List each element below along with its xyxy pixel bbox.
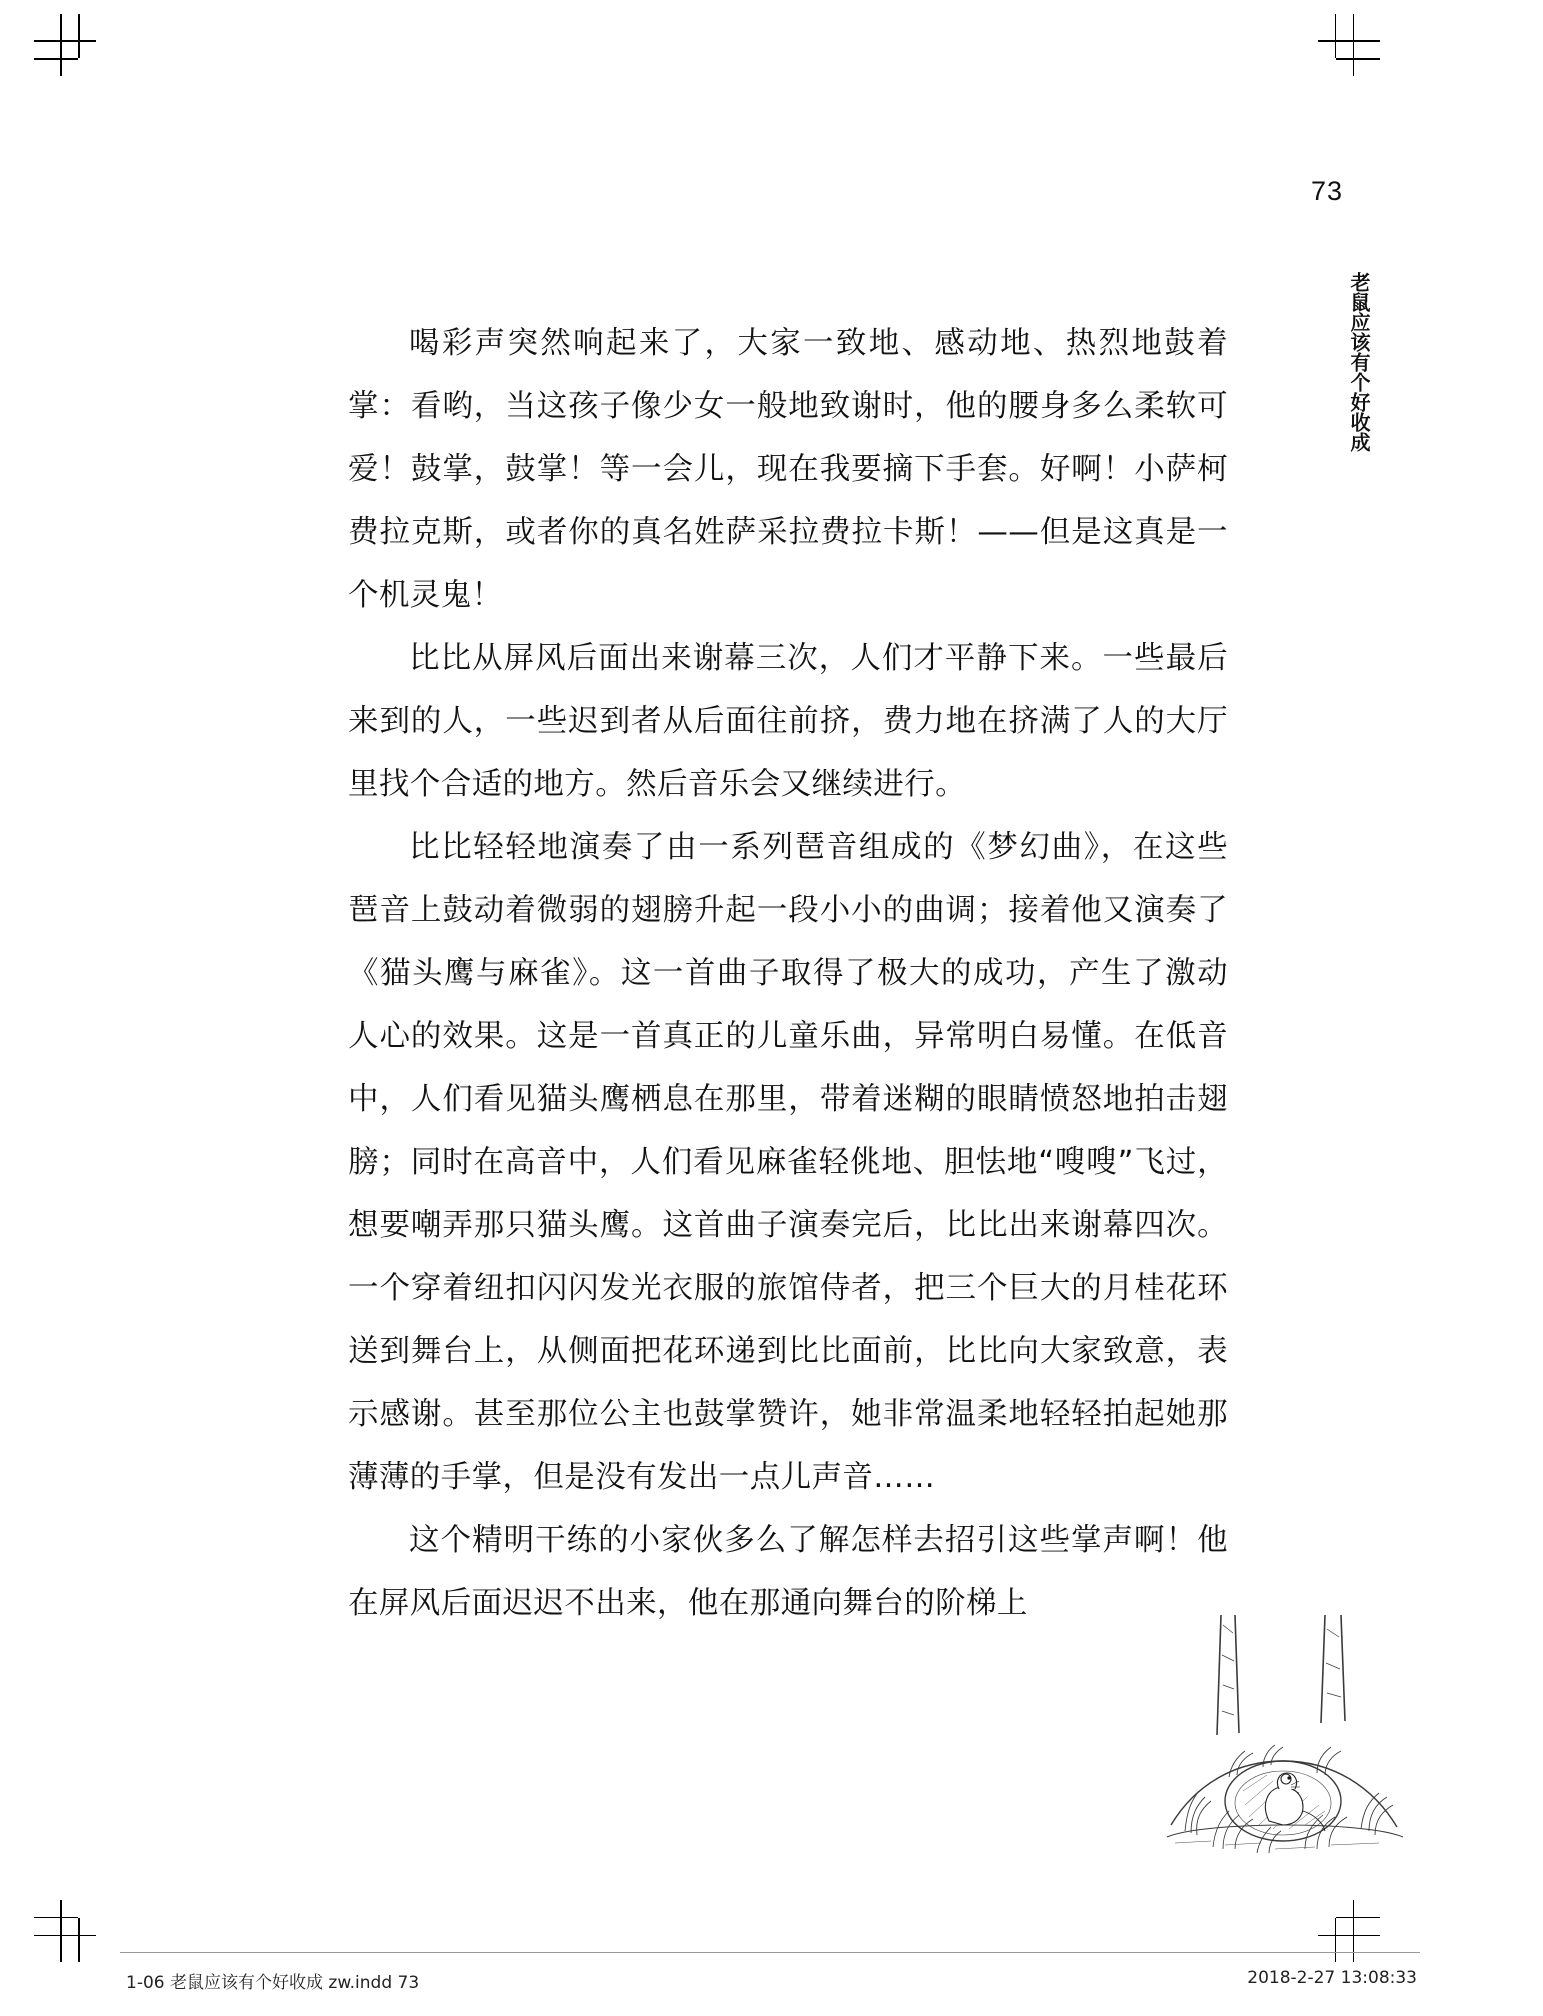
footer-timestamp: 2018-2-27 13:08:33 xyxy=(1247,1968,1417,1988)
paragraph: 这个精明干练的小家伙多么了解怎样去招引这些掌声啊！他在屏风后面迟迟不出来，他在那通向舞台的阶梯上 xyxy=(348,1523,1228,1621)
running-head: 老鼠应该有个好收成 xyxy=(1347,272,1371,452)
crop-mark-top-right xyxy=(1318,14,1380,76)
mouse-burrow-illustration xyxy=(1165,1615,1405,1865)
body-text xyxy=(348,312,1228,1635)
crop-mark-bottom-left xyxy=(34,1900,96,1962)
paragraph: 比比轻轻地演奏了由一系列琶音组成的《梦幻曲》，在这些琶音上鼓动着微弱的翅膀升起一段小小的曲调；接着他又演奏了《猫头鹰与麻雀》。这一首曲子取得了极大的成功，产生了激动人心的效果。这是一首真正的儿童乐曲，异常明白易懂。在低音中，人们看见猫头鹰栖息在那里，带着迷糊的眼睛愤怒地拍击翅膀；同时在高音中，人们看见麻雀轻佻地、胆怯地“嗖嗖”飞过，想要嘲弄那只猫头鹰。这首曲子演奏完后，比比出来谢幕四次。一个穿着纽扣闪闪发光衣服的旅馆侍者，把三个巨大的月桂花环送到舞台上，从侧面把花环递到比比面前，比比向大家致意，表示感谢。甚至那位公主也鼓掌赞许，她非常温柔地轻轻拍起她那薄薄的手掌，但是没有发出一点儿声音…… xyxy=(348,830,1228,1495)
crop-mark-top-left xyxy=(34,14,96,76)
page-number: 73 xyxy=(1310,176,1343,206)
paragraph: 喝彩声突然响起来了，大家一致地、感动地、热烈地鼓着掌：看哟，当这孩子像少女一般地致谢时，他的腰身多么柔软可爱！鼓掌，鼓掌！等一会儿，现在我要摘下手套。好啊！小萨柯费拉克斯，或者你的真名姓萨采拉费拉卡斯！——但是这真是一个机灵鬼！ xyxy=(348,326,1228,613)
footer-divider xyxy=(120,1952,1420,1953)
footer-file-info: 1-06 老鼠应该有个好收成 zw.indd 73 xyxy=(126,1973,420,1993)
paragraph: 比比从屏风后面出来谢幕三次，人们才平静下来。一些最后来到的人，一些迟到者从后面往前挤，费力地在挤满了人的大厅里找个合适的地方。然后音乐会又继续进行。 xyxy=(348,641,1228,802)
